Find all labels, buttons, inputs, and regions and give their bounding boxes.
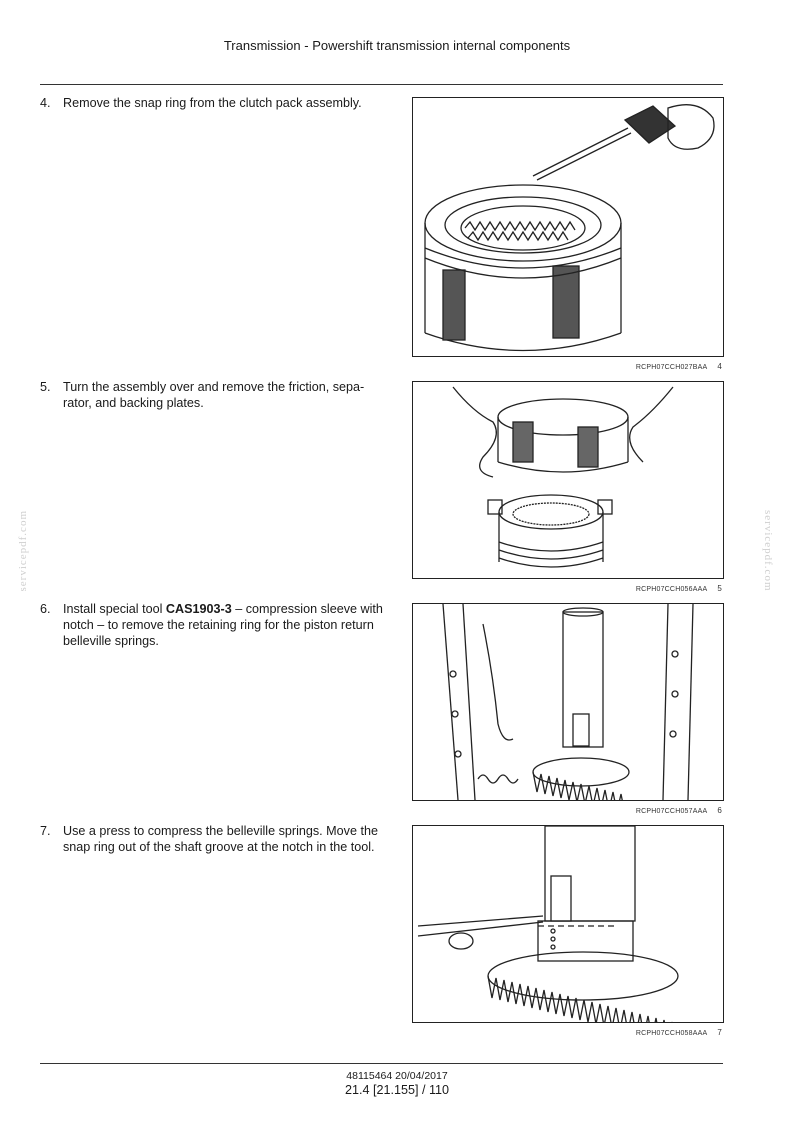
figure-4-caption bbox=[412, 362, 722, 371]
footer-page-number: 21.4 [21.155] / 110 bbox=[344, 1083, 450, 1097]
step-text: Use a press to compress the belleville springs. Move the snap ring out of the shaft groove at the notch in the tool. bbox=[63, 824, 378, 854]
figure-5-caption bbox=[412, 584, 722, 593]
figure-code: RCPH07CCH056AAA bbox=[635, 586, 708, 593]
step-5 bbox=[40, 379, 385, 411]
footer-doc-ref: 48115464 20/04/2017 bbox=[346, 1070, 448, 1082]
figure-7-caption bbox=[412, 1028, 722, 1037]
step-6 bbox=[40, 601, 385, 649]
header-rule bbox=[40, 84, 723, 85]
watermark-right: servicepdf.com bbox=[762, 510, 774, 592]
step-4 bbox=[40, 95, 385, 111]
figure-code: RCPH07CCH057AAA bbox=[635, 808, 708, 815]
footer-rule bbox=[40, 1063, 723, 1064]
step-number: 5. bbox=[40, 380, 51, 394]
step-text: Install special tool CAS1903-3 – compression sleeve with notch – to remove the retaining ring for the piston return belleville springs. bbox=[63, 602, 383, 648]
figure-5-plate-removal bbox=[412, 381, 724, 579]
step-number: 6. bbox=[40, 602, 51, 616]
figure-code: RCPH07CCH058AAA bbox=[635, 1030, 708, 1037]
figure-number: 4 bbox=[717, 362, 722, 371]
figure-6-compression-sleeve bbox=[412, 603, 724, 801]
figure-4-snap-ring-removal bbox=[412, 97, 724, 357]
step-number: 7. bbox=[40, 824, 51, 838]
figure-number: 5 bbox=[717, 584, 722, 593]
plates-illustration bbox=[413, 382, 723, 578]
figure-number: 6 bbox=[717, 806, 722, 815]
figure-code: RCPH07CCH027BAA bbox=[635, 364, 708, 371]
step-number: 4. bbox=[40, 96, 51, 110]
press-illustration bbox=[413, 826, 723, 1022]
page-header-title: Transmission - Powershift transmission internal components bbox=[223, 38, 571, 53]
watermark-left: servicepdf.com bbox=[17, 510, 29, 592]
figure-7-press-compression bbox=[412, 825, 724, 1023]
step-text: Turn the assembly over and remove the friction, sepa-rator, and backing plates. bbox=[63, 380, 365, 410]
step-7 bbox=[40, 823, 385, 855]
clutch-pack-illustration bbox=[413, 98, 723, 356]
figure-6-caption bbox=[412, 806, 722, 815]
compression-sleeve-illustration bbox=[413, 604, 723, 800]
special-tool-code: CAS1903-3 bbox=[165, 602, 232, 616]
step-text: Remove the snap ring from the clutch pack assembly. bbox=[63, 96, 362, 110]
figure-number: 7 bbox=[717, 1028, 722, 1037]
